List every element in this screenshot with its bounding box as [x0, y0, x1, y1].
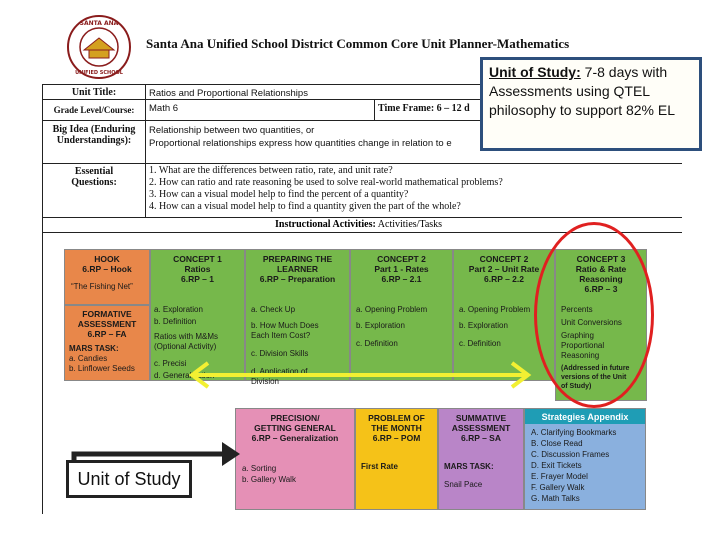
concept-2-part-1-box: CONCEPT 2 Part 1 - Rates 6.RP – 2.1 a. Opening Problem b. Exploration c. Definition [350, 249, 453, 381]
grade-level-value: Math 6 [149, 103, 179, 114]
highlight-ellipse [534, 222, 654, 408]
big-idea-line-2: Proportional relationships express how quantities change in relation to e [149, 138, 452, 149]
preparing-learner-box: PREPARING THE LEARNER 6.RP – Preparation a. Check Up b. How Much Does Each Item Cost? c. Division Skills d. Application of Division [245, 249, 350, 381]
table-divider [42, 120, 482, 121]
unit-of-study-label-box: Unit of Study [66, 460, 192, 498]
callout-text: 7-8 days with Assessments using QTEL philosophy to support 82% EL [489, 64, 676, 118]
essential-question: 4. How can a visual model help to find a quantity given the part of the whole? [149, 201, 461, 212]
essential-question: 2. How can ratio and rate reasoning be used to solve real-world mathematical problems? [149, 177, 503, 188]
district-seal-logo [66, 14, 132, 80]
unit-title-value: Ratios and Proportional Relationships [149, 88, 308, 99]
page-title: Santa Ana Unified School District Common Core Unit Planner-Mathematics [146, 36, 570, 51]
unit-of-study-callout [480, 57, 702, 151]
problem-of-month-box: PROBLEM OF THE MONTH 6.RP – POM First Rate [355, 408, 438, 510]
concept-2-part-2-box: CONCEPT 2 Part 2 – Unit Rate 6.RP – 2.2 a. Opening Problem b. Exploration c. Definition [453, 249, 555, 381]
table-divider [42, 99, 482, 100]
unit-title-label: Unit Title: [71, 87, 117, 98]
table-border-left [42, 84, 43, 514]
concept-3-box: CONCEPT 3 Ratio & Rate Reasoning 6.RP – 3 Percents Unit Conversions Graphing Proportional Reasoning (Addressed in future versions of the Unit of Study) [555, 249, 647, 401]
grade-level-label: Grade Level/Course: [53, 105, 135, 115]
essential-question: 3. How can a visual model help to find the percent of a quantity? [149, 189, 409, 200]
essential-questions-label: Essential Questions: [71, 166, 117, 188]
precision-box: PRECISION/ GETTING GENERAL 6.RP – Generalization a. Sorting b. Gallery Walk [235, 408, 355, 510]
callout-label: Unit of Study: [489, 64, 581, 80]
table-divider [42, 163, 682, 164]
svg-text:UNIFIED SCHOOL: UNIFIED SCHOOL [75, 70, 123, 76]
formative-assessment-box: FORMATIVE ASSESSMENT 6.RP – FA MARS TASK: a. Candies b. Linflower Seeds [64, 305, 150, 381]
essential-question: 1. What are the differences between ratio, rate, and unit rate? [149, 165, 393, 176]
instructional-activities-heading: Instructional Activities: Activities/Tasks [275, 219, 443, 230]
big-idea-label: Big Idea (Enduring Understandings): [52, 124, 136, 146]
summative-assessment-box: SUMMATIVE ASSESSMENT 6.RP – SA MARS TASK: Snail Pace [438, 408, 524, 510]
svg-text:SANTA ANA: SANTA ANA [79, 20, 119, 27]
big-idea-line-1: Relationship between two quantities, or [149, 125, 315, 136]
hook-box: HOOK 6.RP – Hook “The Fishing Net” [64, 249, 150, 305]
time-frame-label: Time Frame: 6 – 12 d [378, 103, 470, 114]
concept-1-box: CONCEPT 1 Ratios 6.RP – 1 a. Exploration b. Definition Ratios with M&Ms (Optional Activity) c. Precisi d. Generalization [150, 249, 245, 381]
table-column-divider [374, 99, 375, 120]
strategies-appendix-box: Strategies Appendix A. Clarifying Bookmarks B. Close Read C. Discussion Frames D. Exit Tickets E. Frayer Model F. Gallery Walk G. Math Talks [524, 408, 646, 510]
table-column-divider [145, 84, 146, 217]
table-divider [42, 217, 682, 218]
